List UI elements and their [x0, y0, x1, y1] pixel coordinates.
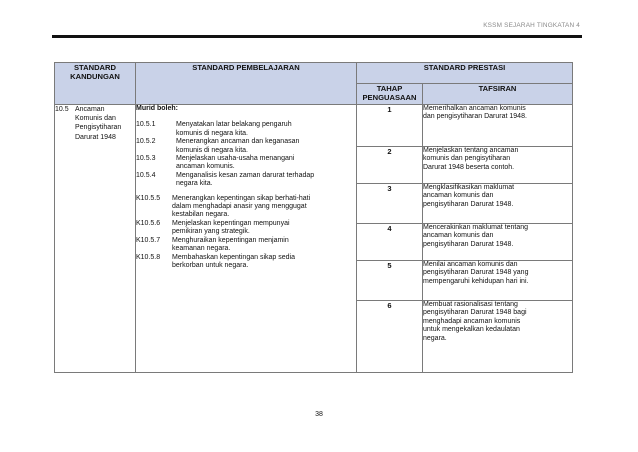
tafsiran-descriptor: Membuat rasionalisasi tentang pengisytiharan Darurat 1948 bagi menghadapi ancaman komunis untuk mengekalkan kedaulatan negara. — [423, 301, 573, 373]
header-standard-kandungan: STANDARD KANDUNGAN — [55, 63, 136, 105]
header-rule — [52, 35, 582, 38]
value-outcome: K10.5.7 Menghuraikan kepentingan menjamin keamanan negara. — [136, 236, 289, 253]
value-outcome: K10.5.5 Menerangkan kepentingan sikap berhati-hati dalam menghadapi anasir yang menggugat kestabilan negara. — [136, 194, 311, 219]
tahap-level: 6 — [357, 301, 423, 373]
murid-boleh-label: Murid boleh: — [136, 105, 178, 112]
header-standard-pembelajaran: STANDARD PEMBELAJARAN — [136, 63, 357, 105]
tafsiran-descriptor: Menilai ancaman komunis dan pengisytiharan Darurat 1948 yang mempengaruhi kehidupan hari ini. — [423, 261, 573, 301]
tahap-level: 1 — [357, 105, 423, 147]
page-number: 38 — [315, 411, 323, 418]
pembelajaran-cell — [136, 105, 357, 373]
header-tafsiran: TAFSIRAN — [423, 84, 573, 105]
value-outcome: K10.5.6 Menjelaskan kepentingan mempunyai pemikiran yang strategik. — [136, 219, 290, 236]
learning-outcome: 10.5.4 Menganalisis kesan zaman darurat terhadap negara kita. — [136, 171, 315, 188]
value-outcome: K10.5.8 Membahaskan kepentingan sikap sedia berkorban untuk negara. — [136, 253, 295, 269]
tafsiran-descriptor: Mencerakinkan maklumat tentang ancaman komunis dan pengisytiharan Darurat 1948. — [423, 224, 573, 261]
learning-outcome: 10.5.1 Menyatakan latar belakang pengaruh komunis di negara kita. — [136, 121, 292, 137]
tahap-level: 3 — [357, 184, 423, 224]
standards-table — [54, 62, 573, 373]
running-head: KSSM SEJARAH TINGKATAN 4 — [483, 22, 580, 29]
kandungan-cell — [55, 105, 136, 373]
tafsiran-descriptor: Memerihalkan ancaman komunis dan pengisytiharan Darurat 1948. — [423, 105, 573, 147]
header-tahap-penguasaan: TAHAP PENGUASAAN — [357, 84, 423, 105]
learning-outcome: 10.5.2 Menerangkan ancaman dan keganasan komunis di negara kita. — [136, 138, 300, 154]
header-standard-prestasi: STANDARD PRESTASI — [357, 63, 573, 84]
kandungan-number: 10.5 — [55, 106, 69, 113]
tahap-level: 4 — [357, 224, 423, 261]
learning-outcome: 10.5.3 Menjelaskan usaha-usaha menangani ancaman komunis. — [136, 155, 295, 171]
tahap-level: 2 — [357, 147, 423, 184]
tafsiran-descriptor: Menjelaskan tentang ancaman komunis dan pengisytiharan Darurat 1948 beserta contoh. — [423, 147, 573, 184]
kandungan-title: Ancaman Komunis dan Pengisytiharan Darurat 1948 — [75, 106, 122, 141]
tahap-level: 5 — [357, 261, 423, 301]
tafsiran-descriptor: Mengklasifikasikan maklumat ancaman komunis dan pengisytiharan Darurat 1948. — [423, 184, 573, 224]
